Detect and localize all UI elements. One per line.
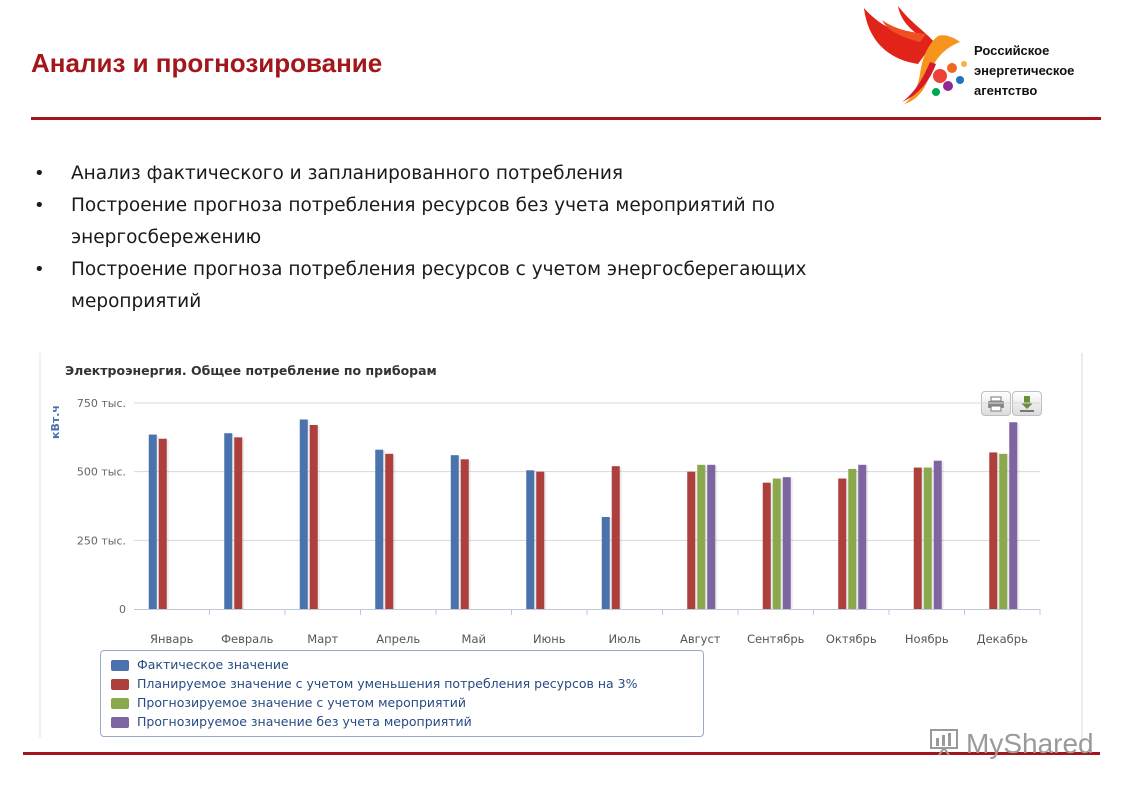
legend-swatch xyxy=(111,717,129,728)
y-tick-label: 250 тыс. xyxy=(76,534,126,548)
download-icon xyxy=(1013,392,1041,415)
x-tick-label: Март xyxy=(307,632,339,646)
bullet-item: • Анализ фактического и запланированного потребления xyxy=(34,158,934,190)
page-title: Анализ и прогнозирование xyxy=(31,48,383,78)
firebird-logo xyxy=(860,2,980,110)
y-axis-title: кВт.ч xyxy=(49,405,62,439)
x-tick-label: Май xyxy=(461,632,486,646)
organization-line: энергетическое xyxy=(974,63,1075,78)
y-tick-label: 500 тыс. xyxy=(76,465,126,479)
chart-legend xyxy=(100,650,704,737)
y-tick-label: 0 xyxy=(119,603,126,616)
legend-label: Фактическое значение xyxy=(137,657,289,672)
legend-swatch xyxy=(111,698,129,709)
x-tick-label: Апрель xyxy=(376,632,421,646)
legend-swatch xyxy=(111,660,129,671)
bullet-list xyxy=(34,158,934,318)
print-button[interactable] xyxy=(981,391,1011,416)
x-tick-label: Июнь xyxy=(532,632,566,646)
organization-line: Российское xyxy=(974,43,1050,58)
x-tick-label: Сентябрь xyxy=(747,632,805,646)
title-divider xyxy=(31,117,1101,120)
chart-title: Электроэнергия. Общее потребление по приборам xyxy=(65,363,437,378)
legend-label: Прогнозируемое значение с учетом мероприятий xyxy=(137,695,467,710)
legend-swatch xyxy=(111,679,129,690)
x-tick-label: Февраль xyxy=(221,632,274,646)
legend-label: Прогнозируемое значение без учета мероприятий xyxy=(137,714,472,729)
watermark: MyShared xyxy=(966,728,1094,759)
legend-label: Планируемое значение с учетом уменьшения потребления ресурсов на 3% xyxy=(137,676,638,691)
print-icon xyxy=(982,392,1010,415)
organization-name xyxy=(974,41,1074,101)
presentation-icon xyxy=(927,726,963,756)
bullet-item: • Построение прогноза потребления ресурсов с учетом энергосберегающих мероприятий xyxy=(34,254,934,318)
x-tick-label: Август xyxy=(679,632,721,646)
x-tick-label: Июль xyxy=(608,632,641,646)
x-tick-label: Ноябрь xyxy=(904,632,949,646)
organization-line: агентство xyxy=(974,83,1038,98)
x-tick-label: Январь xyxy=(150,632,194,646)
y-tick-label: 750 тыс. xyxy=(76,397,126,410)
x-tick-label: Декабрь xyxy=(976,632,1028,646)
bullet-item: • Построение прогноза потребления ресурсов без учета мероприятий по энергосбережению xyxy=(34,190,934,254)
x-tick-label: Октябрь xyxy=(825,632,877,646)
download-button[interactable] xyxy=(1012,391,1042,416)
